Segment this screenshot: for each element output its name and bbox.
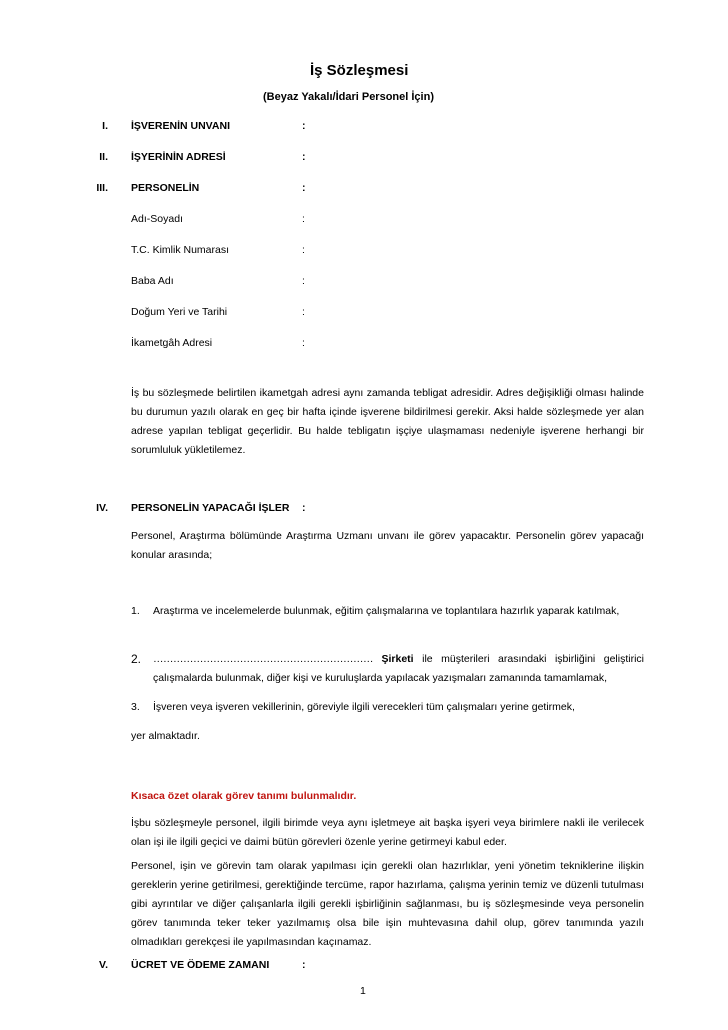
section-colon: : <box>302 502 306 514</box>
section-label: PERSONELİN YAPACAĞI İŞLER <box>131 502 290 514</box>
field-colon-birth: : <box>302 306 305 318</box>
section-number: IV. <box>96 502 108 514</box>
duty-number: 3. <box>131 701 140 713</box>
section-label: PERSONELİN <box>131 182 200 194</box>
section-number: V. <box>99 959 108 971</box>
transfer-paragraph: İşbu sözleşmeyle personel, ilgili birimde veya aynı işletmeye ait başka işyeri veya birimlere nakli ile verilecek olan işi ile ilgili geçici ve daimi bütün görevleri özenle yerine getirmeyi kabul eder. <box>131 817 644 848</box>
preparation-paragraph: Personel, işin ve görevin tam olarak yapılması için gerekli olan hazırlıklar, yeni yönetim tekniklerine ilişkin gereklerin yerine getirilmesi, gerektiğinde tercüme, rapor hazırlama, çalışma yerinin temiz ve düzenli tutulması gibi ayrıntılar ve diğer çalışanlarla ilgili gerekli işbirliğinin sağlanması, bu iş sözleşmesinde veya personelin görev tanımında teker teker yazılmamış olsa bile işin muhtevasına dahil olup, görev tanımında yazılı olmadıkları gerekçesi ile yapılmasından kaçınamaz. <box>131 860 644 948</box>
field-label-address: İkametgâh Adresi <box>131 337 213 349</box>
section-label: İŞYERİNİN ADRESİ <box>131 151 226 163</box>
section-colon: : <box>302 959 306 971</box>
duty-number: 1. <box>131 605 140 617</box>
section-label: İŞVERENİN UNVANI <box>131 120 230 132</box>
duty-number: 2. <box>131 652 142 666</box>
blank-dots: ………………………………………………………… <box>153 653 373 665</box>
duty-item-text: Araştırma ve incelemelerde bulunmak, eğitim çalışmalarına ve toplantılara hazırlık yaparak katılmak, <box>153 605 620 617</box>
document-title: İş Sözleşmesi <box>310 62 409 79</box>
address-notice-paragraph: İş bu sözleşmede belirtilen ikametgah adresi aynı zamanda tebligat adresidir. Adres değişikliği olması halinde bu durumun yazılı olarak en geç bir hafta içinde işverene bildirilmesi gerekir. Aksi halde sözleşmede yer alan adrese yapılan tebligat geçerlidir. Bu halde tebligatın işçiye ulaşmaması nedeniyle işverene herhangi bir sorumluluk yükletilemez. <box>131 387 644 456</box>
field-colon-address: : <box>302 337 305 349</box>
duties-outro: yer almaktadır. <box>131 730 200 742</box>
field-colon-father: : <box>302 275 305 287</box>
field-label-father: Baba Adı <box>131 275 174 287</box>
section-number: III. <box>96 182 108 194</box>
section-label: ÜCRET VE ÖDEME ZAMANI <box>131 959 270 971</box>
red-note: Kısaca özet olarak görev tanımı bulunmalıdır. <box>131 790 357 802</box>
document-subtitle: (Beyaz Yakalı/İdari Personel İçin) <box>263 91 434 103</box>
field-colon-name: : <box>302 213 305 225</box>
section-colon: : <box>302 151 306 163</box>
duty-item-text: ile müşterileri arasındaki işbirliğini geliştirici çalışmalarda bulunmak, diğer kişi ve kuruluşlarda yapılacak yazışmaları zamanında tamamlamak, <box>153 653 644 684</box>
field-label-birth: Doğum Yeri ve Tarihi <box>131 306 228 318</box>
field-label-tc: T.C. Kimlik Numarası <box>131 244 230 256</box>
page-number: 1 <box>360 985 366 997</box>
company-word: Şirketi <box>381 653 414 665</box>
field-label-name: Adı-Soyadı <box>131 213 183 225</box>
section-colon: : <box>302 182 306 194</box>
section-number: I. <box>102 120 108 132</box>
duty-item-2 <box>153 650 644 688</box>
duty-item-text: İşveren veya işveren vekillerinin, göreviyle ilgili verecekleri tüm çalışmaları yerine getirmek, <box>153 701 575 713</box>
section-colon: : <box>302 120 306 132</box>
duties-intro-paragraph: Personel, Araştırma bölümünde Araştırma Uzmanı unvanı ile görev yapacaktır. Personelin görev yapacağı konular arasında; <box>131 530 644 561</box>
section-number: II. <box>99 151 108 163</box>
field-colon-tc: : <box>302 244 305 256</box>
